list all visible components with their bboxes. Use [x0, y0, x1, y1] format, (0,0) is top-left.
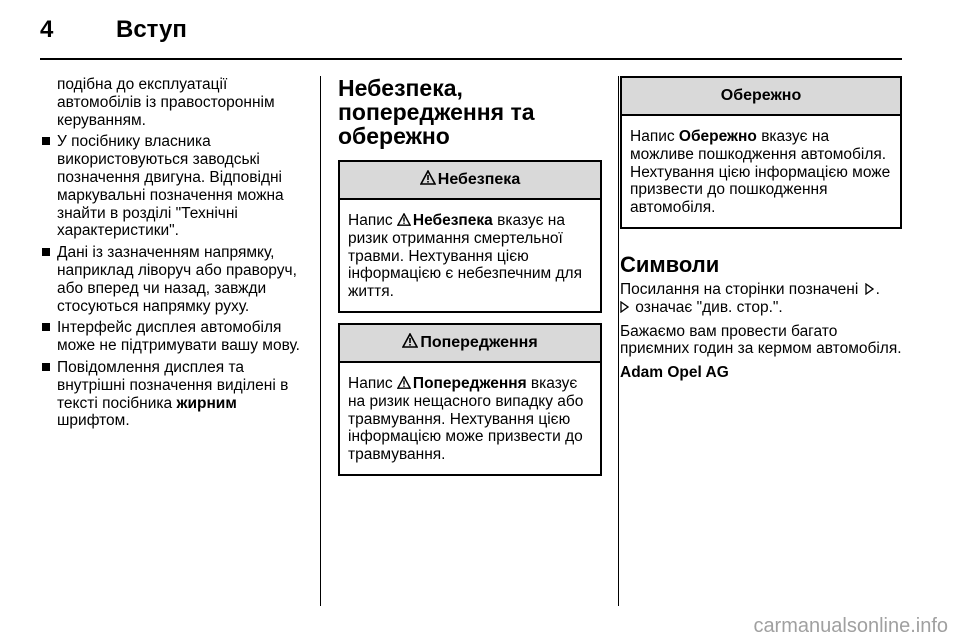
continuation-text: подібна до експлуатації автомобілів із правостороннім керуванням. [57, 76, 275, 129]
box-text-pre: Напис [348, 374, 397, 392]
chapter-title: Вступ [116, 16, 187, 43]
watermark: carmanualsonline.info [753, 615, 948, 637]
list-item [40, 244, 308, 315]
warning-box-title: Попередження [420, 333, 538, 351]
danger-box-header [340, 162, 600, 200]
box-text-pre: Напис [348, 212, 397, 229]
list-item [40, 359, 308, 430]
left-column [40, 76, 308, 434]
caution-box-header: Обережно [622, 78, 900, 116]
box-text-pre: Напис [630, 128, 679, 145]
page-header [40, 16, 900, 48]
list-item-text-before: Повідомлення дисплея та внутрішні позначення виділені в тексті посібника [57, 358, 289, 412]
box-text-post: вказує на ризик нещасного випадку або травмування. Нехтування цією інформацією може призвести до травмування. [348, 374, 584, 464]
middle-column [338, 76, 602, 486]
page-reference-arrow-icon [865, 283, 874, 295]
warning-triangle-icon [397, 213, 411, 226]
warning-box-header [340, 325, 600, 363]
square-bullet-icon [42, 248, 50, 256]
column-divider-left [320, 76, 321, 606]
box-text-post: вказує на ризик отримання смертельної травми. Нехтування цією інформацією є небезпечним для життя. [348, 212, 582, 301]
box-bold-term: Небезпека [412, 212, 493, 229]
list-item [40, 319, 308, 355]
box-text-post: вказує на можливе пошкодження автомобіля. Нехтування цією інформацією може призвести до пошкодження автомобіля. [630, 128, 891, 217]
header-rule [40, 58, 902, 60]
square-bullet-icon [42, 137, 50, 145]
column-divider-right [618, 76, 619, 606]
danger-box-title: Небезпека [437, 171, 521, 188]
warning-box-body [340, 363, 600, 474]
symbols-title: Символи [620, 251, 720, 277]
list-item-text-after: шрифтом. [57, 412, 130, 430]
list-item [40, 133, 308, 240]
warning-triangle-icon [397, 376, 411, 389]
list-item-text: У посібнику власника використовуються заводські позначення двигуна. Відповідні маркувальні позначення можна знайти в розділі "Технічні характеристики". [57, 133, 284, 240]
closing-text: Бажаємо вам провести багато приємних годин за кермом автомобіля. [620, 322, 902, 358]
symbols-line2: означає "див. стор.". [631, 298, 783, 316]
danger-box-body [340, 200, 600, 311]
caution-box [620, 76, 902, 229]
page-number: 4 [40, 16, 54, 43]
box-bold-term: Попередження [412, 374, 527, 392]
warning-triangle-icon [420, 170, 436, 185]
bullet-list [40, 133, 308, 430]
signature: Adam Opel AG [620, 364, 729, 382]
right-column [620, 76, 902, 388]
square-bullet-icon [42, 363, 50, 371]
page-reference-arrow-icon [620, 301, 629, 313]
symbols-text [620, 281, 902, 317]
list-item-text: Інтерфейс дисплея автомобіля може не підтримувати вашу мову. [57, 319, 300, 355]
caution-box-body [622, 116, 900, 227]
warning-triangle-icon [402, 333, 418, 348]
list-item-text: Дані із зазначенням напрямку, наприклад ліворуч або праворуч, або вперед чи назад, завжди стосуються напрямку руху. [57, 244, 297, 315]
symbols-line1-end: . [875, 280, 880, 298]
square-bullet-icon [42, 323, 50, 331]
bold-word: жирним [176, 394, 237, 412]
warning-box [338, 323, 602, 476]
box-bold-term: Обережно [678, 128, 757, 145]
section-title: Небезпека, попередження та обережно [338, 75, 535, 149]
symbols-line1: Посилання на сторінки позначені [620, 280, 863, 298]
danger-box [338, 160, 602, 313]
